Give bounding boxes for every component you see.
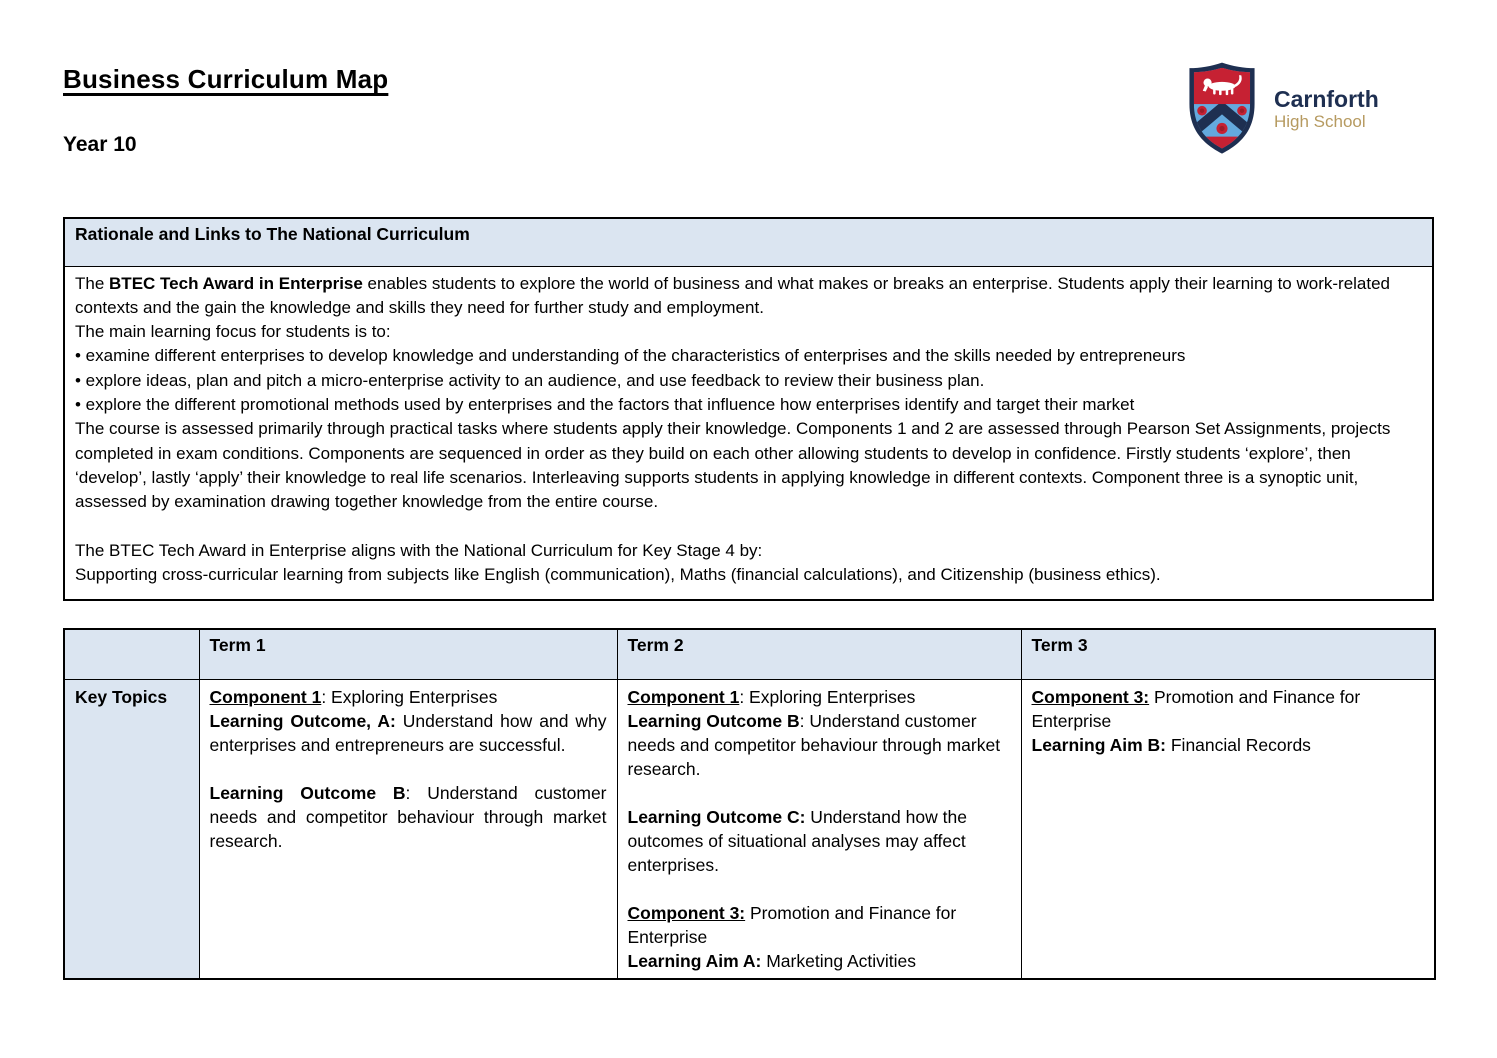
rationale-body [64, 266, 1433, 600]
text-run: • examine different enterprises to develop knowledge and understanding of the characteristics of enterprises and the skills needed by entrepreneurs [75, 346, 1186, 366]
text-run: BTEC Tech Award in Enterprise [109, 273, 363, 293]
paragraph [210, 757, 607, 781]
term3-header: Term 3 [1021, 629, 1435, 679]
paragraph [75, 417, 1422, 514]
text-run: Learning Aim A: [627, 950, 762, 971]
paragraph [628, 949, 1011, 973]
paragraph [75, 563, 1422, 587]
rationale-title: Rationale and Links to The National Curriculum [64, 218, 1433, 266]
text-run: Component 3: [627, 902, 746, 923]
text-run: The course is assessed primarily through practical tasks where students apply their knowledge. Components 1 and 2 are assessed through Pearson Set Assignments, projects completed in exam conditions. Components are sequenced in order as they build on each other allowing students to develop in confidence. Firstly students ‘explore’, then ‘develop’, lastly ‘apply’ their knowledge to real life scenarios. Interleaving supports students in applying knowledge in different contexts. Component three is a synoptic unit, assessed by examination drawing together knowledge from the entire course. [75, 419, 1391, 512]
page-title: Business Curriculum Map [63, 64, 389, 94]
text-run: Supporting cross-curricular learning from subjects like English (communication), Maths (financial calculations), and Citizenship (business ethics). [75, 565, 1161, 585]
text-run: Promotion and Finance for Enterprise [627, 902, 957, 947]
curriculum-terms-table [63, 628, 1436, 980]
rationale-body-row [64, 266, 1433, 600]
text-run: The BTEC Tech Award in Enterprise aligns with the National Curriculum for Key Stage 4 by: [75, 540, 763, 560]
key-topics-label: Key Topics [64, 679, 199, 979]
text-run: Learning Outcome B [209, 782, 406, 803]
paragraph [210, 781, 607, 853]
paragraph [75, 393, 1422, 417]
text-run: Learning Outcome, A: [209, 710, 396, 731]
term2-key-topics-cell [617, 679, 1021, 979]
paragraph [628, 781, 1011, 805]
text-run: : Exploring Enterprises [739, 686, 916, 707]
text-run: Component 1 [627, 686, 740, 707]
text-run: Component 1 [209, 686, 322, 707]
paragraph [75, 539, 1422, 563]
text-run: Financial Records [1166, 734, 1311, 755]
terms-header-row [64, 629, 1435, 679]
school-logo-text [1274, 86, 1379, 132]
paragraph [75, 514, 1422, 538]
text-run: Marketing Activities [761, 950, 916, 971]
paragraph [210, 709, 607, 757]
text-run: The main learning focus for students is to: [75, 322, 391, 342]
text-run: : Exploring Enterprises [321, 686, 498, 707]
term2-header: Term 2 [617, 629, 1021, 679]
text-run: The [75, 273, 110, 293]
paragraph [628, 685, 1011, 709]
paragraph [75, 272, 1422, 321]
paragraph [1032, 733, 1425, 757]
paragraph [628, 709, 1011, 781]
school-name: Carnforth [1274, 85, 1379, 112]
text-run: • explore ideas, plan and pitch a micro-enterprise activity to an audience, and use feedback to review their business plan. [75, 370, 985, 390]
key-topics-row [64, 679, 1435, 979]
text-run: : Understand customer needs and competitor behaviour through market research. [209, 782, 607, 851]
text-run: Learning Aim B: [1031, 734, 1166, 755]
text-run: Understand how the outcomes of situational analyses may affect enterprises. [627, 806, 967, 875]
paragraph [628, 805, 1011, 877]
paragraph [75, 344, 1422, 368]
paragraph [628, 901, 1011, 949]
text-run: Learning Outcome C: [627, 806, 806, 827]
term3-key-topics-cell [1021, 679, 1435, 979]
paragraph [1032, 685, 1425, 733]
term1-header: Term 1 [199, 629, 617, 679]
text-run: Understand how and why enterprises and entrepreneurs are successful. [209, 710, 607, 755]
text-run: Component 3: [1031, 686, 1150, 707]
text-run: : Understand customer needs and competitor behaviour through market research. [627, 710, 1001, 779]
paragraph [210, 685, 607, 709]
paragraph [75, 369, 1422, 393]
terms-corner-cell [64, 629, 199, 679]
school-logo [1185, 60, 1379, 157]
text-run: Learning Outcome B [627, 710, 800, 731]
rationale-table [63, 217, 1434, 601]
school-crest-icon [1185, 60, 1259, 157]
text-run: Promotion and Finance for Enterprise [1031, 686, 1361, 731]
text-run: enables students to explore the world of business and what makes or breaks an enterprise. Students apply their learning to work-related contexts and the gain the knowledge and skills they need for further study and employment. [75, 273, 1391, 317]
term1-key-topics-cell [199, 679, 617, 979]
rationale-header-row [64, 218, 1433, 266]
paragraph [628, 877, 1011, 901]
text-run: • explore the different promotional methods used by enterprises and the factors that influence how enterprises identify and target their market [75, 394, 1135, 414]
paragraph [75, 320, 1422, 344]
school-type: High School [1274, 111, 1366, 131]
year-subtitle: Year 10 [63, 133, 137, 156]
